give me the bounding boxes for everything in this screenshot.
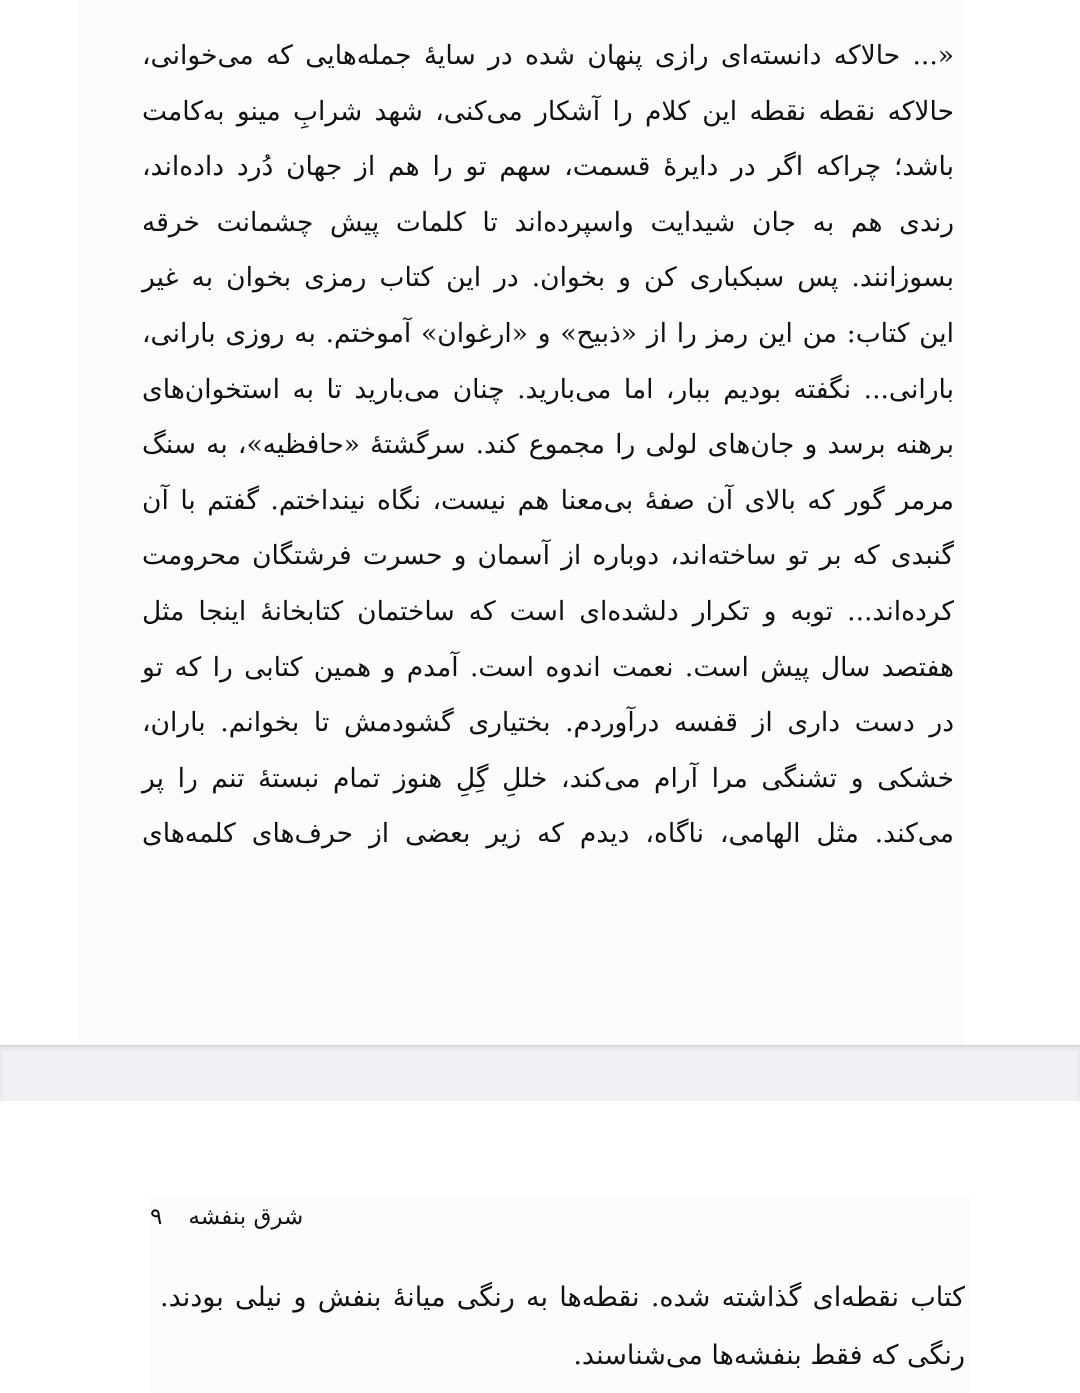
text-line: بارانی... نگفته بودیم ببار، اما می‌بارید. چنان می‌بارید تا به استخوان‌های <box>142 373 954 405</box>
running-header <box>150 1197 303 1237</box>
text-line: هفتصد سال پیش است. نعمت اندوه است. آمدم و همین کتابی را که تو <box>142 651 954 683</box>
text-line: رنگی که فقط بنفشه‌ها می‌شناسند. <box>573 1340 965 1371</box>
book-title: شرق بنفشه <box>188 1204 304 1230</box>
page-text-block <box>160 1269 965 1385</box>
text-line: گنبدی که بر تو ساخته‌اند، دوباره از آسمان و حسرت فرشتگان محرومت <box>142 540 954 572</box>
text-line: حالاکه نقطه نقطه این کلام را آشکار می‌کنی، شهد شرابِ مینو به‌کامت <box>142 95 954 127</box>
text-line: «... حالاکه دانسته‌ای رازی پنهان شده در سایهٔ جمله‌هایی که می‌خوانی، <box>142 40 954 71</box>
page-separator <box>0 1045 1080 1102</box>
text-line: کتاب نقطه‌ای گذاشته شده. نقطه‌ها به رنگی میانهٔ بنفش و نیلی بودند. <box>160 1282 965 1313</box>
text-line: می‌کند. مثل الهامی، ناگاه، دیدم که زیر بعضی از حرف‌های کلمه‌های <box>142 818 954 850</box>
text-line: رندی هم به جان شیدایت واسپرده‌اند تا کلمات پیش چشمانت خرقه <box>142 206 954 238</box>
text-line: در دست داری از قفسه درآوردم. بختیاری گشودمش تا بخوانم. باران، <box>142 707 954 739</box>
page-bottom <box>0 1101 1080 1393</box>
text-line: خشکی و تشنگی مرا آرام می‌کند، خللِ گِلِ هنوز تمام نبستهٔ تنم را پر <box>142 762 954 794</box>
text-line: برهنه برسد و جان‌های لولی را مجموع کند. سرگشتهٔ «حافظیه»، به سنگ <box>142 429 954 461</box>
page-number: ۹ <box>150 1204 163 1230</box>
page-text-block <box>142 28 954 862</box>
text-line: این کتاب: من این رمز را از «ذبیح» و «ارغوان» آموختم. به روزی بارانی، <box>142 317 954 349</box>
text-line: بسوزانند. پس سبکباری کن و بخوان. در این کتاب رمزی بخوان به غیر <box>142 262 954 294</box>
text-line: مرمر گور که بالای آن صفهٔ بی‌معنا هم نیست، نگاه نینداختم. گفتم با آن <box>142 484 954 516</box>
text-line: کرده‌اند... توبه و تکرار دلشده‌ای است که ساختمان کتابخانهٔ اینجا مثل <box>142 595 954 627</box>
text-line: باشد؛ چراکه اگر در دایرهٔ قسمت، سهم تو را هم از جهان دُرد داده‌اند، <box>142 151 954 183</box>
